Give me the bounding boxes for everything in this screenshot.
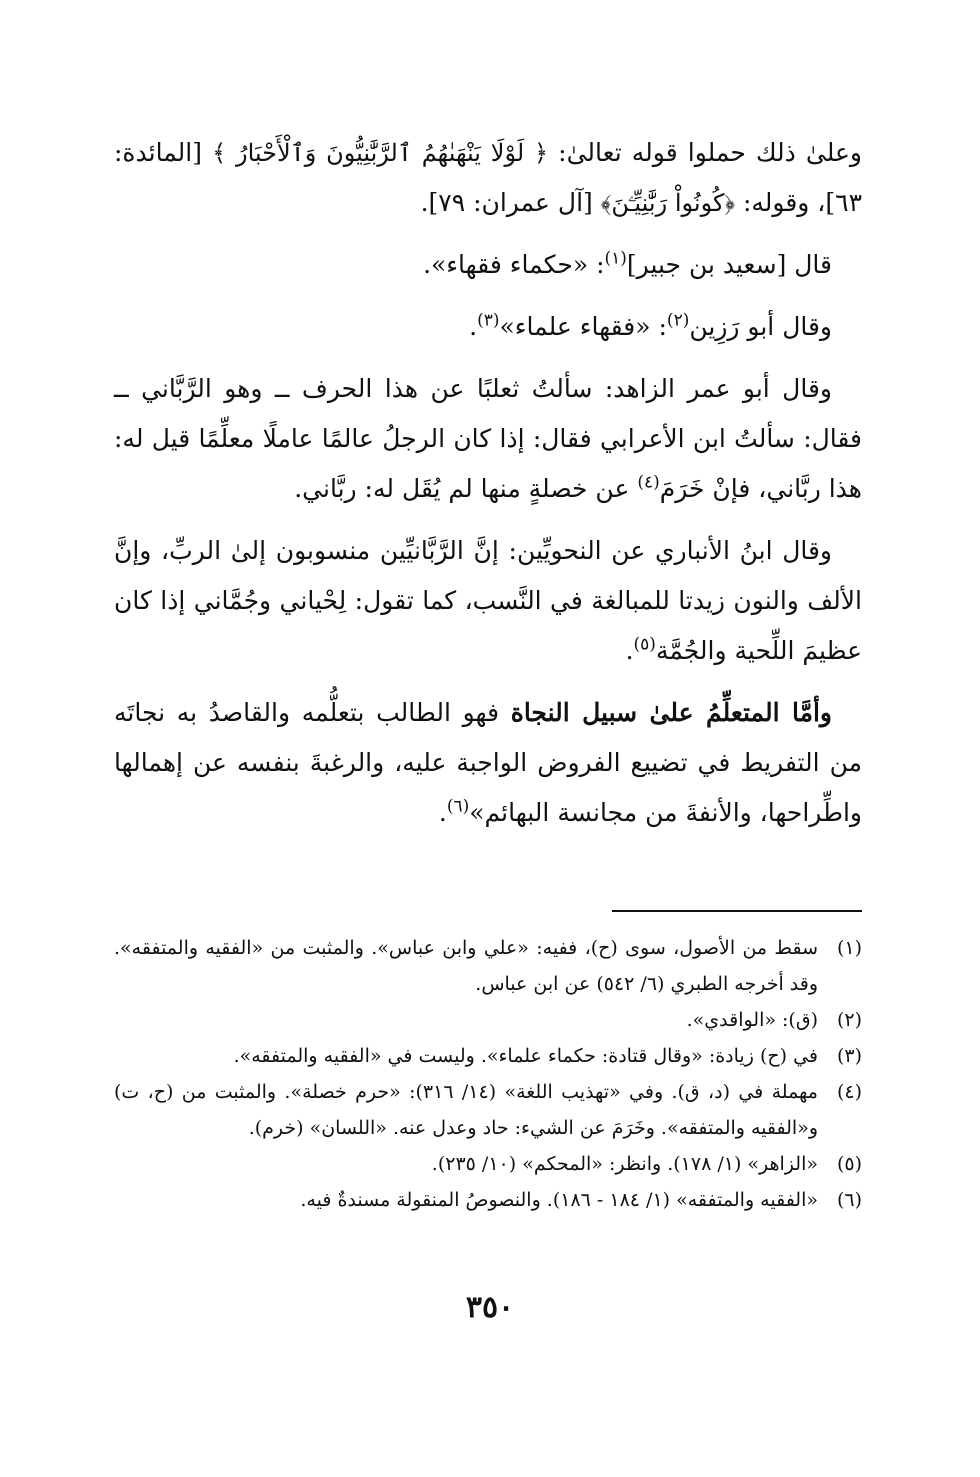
paragraph-5 (114, 526, 862, 676)
footnote-5 (114, 1146, 862, 1182)
paragraph-2 (114, 240, 862, 290)
footnote-2 (114, 1002, 862, 1038)
footnote-text: «الفقيه والمتفقه» (١/ ١٨٤ - ١٨٦). والنصوصُ المنقولة مسندةٌ فيه. (300, 1189, 818, 1211)
footnote-ref-4[interactable]: (٤) (637, 472, 660, 493)
p3-text-c: . (469, 312, 478, 341)
p5-text-a: وقال ابنُ الأنباري عن النحويِّين: إنَّ الرَّبَّانيِّين منسوبون إلىٰ الربِّ، وإنَّ الألف والنون زيدتا للمبالغة في النَّسب، كما تقول: لِحْياني وجُمَّاني إذا كان عظيمَ اللِّحية والجُمَّة (114, 536, 862, 665)
main-text (114, 128, 862, 850)
p2-text-a: قال [سعيد بن جبير] (626, 250, 832, 279)
footnote-number: (٣) (836, 1045, 862, 1067)
footnote-ref-6[interactable]: (٦) (446, 796, 470, 817)
footnote-text: سقط من الأصول، سوى (ح)، ففيه: «علي وابن عباس». والمثبت من «الفقيه والمتفقه». وقد أخرجه الطبري (٦/ ٥٤٢) عن ابن عباس. (114, 937, 818, 995)
p4-text-b: عن خصلةٍ منها لم يُقَل له: ربَّاني. (294, 474, 638, 503)
p1-text-c: [آل عمران: ٧٩]. (420, 188, 601, 217)
footnote-3 (114, 1038, 862, 1074)
p6-text-b: . (438, 798, 447, 827)
page-number: ٣٥٠ (465, 1290, 515, 1325)
footnotes (114, 930, 862, 1218)
p3-text-a: وقال أبو رَزِين (689, 312, 832, 341)
footnote-ref-5[interactable]: (٥) (633, 634, 656, 655)
p3-text-b: : «فقهاء علماء» (499, 312, 667, 341)
footnote-number: (٥) (836, 1153, 862, 1175)
footnote-6 (114, 1182, 862, 1218)
quran-verse-maida: ﴿ لَوْلَا يَنْهَىٰهُمُ ٱلرَّبَّٰنِيُّونَ وَٱلْأَحْبَارُ ﴾ (212, 139, 549, 167)
footnote-ref-2[interactable]: (٢) (666, 310, 690, 331)
p1-text-b: [المائدة: ٦٣]، وقوله: (114, 138, 862, 217)
paragraph-6 (114, 688, 862, 838)
footnote-number: (١) (836, 937, 862, 959)
footnote-number: (٢) (836, 1009, 862, 1031)
p5-text-b: . (625, 636, 634, 665)
quran-verse-imran: ﴿كُونُواْ رَبَّٰنِيِّـۧنَ﴾ (600, 189, 736, 217)
footnote-number: (٤) (836, 1081, 862, 1103)
footnote-divider (612, 910, 862, 912)
footnote-ref-3[interactable]: (٣) (477, 310, 500, 331)
paragraph-3 (114, 302, 862, 352)
paragraph-4 (114, 364, 862, 514)
footnote-text: مهملة في (د، ق). وفي «تهذيب اللغة» (١٤/ ٣١٦): «حرم خصلة». والمثبت من (ح، ت) و«الفقيه والمتفقه». وخَرَمَ عن الشيء: حاد وعدل عنه. «اللسان» (خرم). (114, 1081, 818, 1139)
footnote-number: (٦) (836, 1189, 862, 1211)
p6-bold-lead: وأمَّا المتعلِّمُ علىٰ سبيل النجاة (510, 698, 832, 727)
paragraph-1 (114, 128, 862, 228)
footnote-text: (ق): «الواقدي». (686, 1009, 818, 1031)
p1-text-a: وعلىٰ ذلك حملوا قوله تعالىٰ: (548, 138, 862, 167)
footnote-text: «الزاهر» (١/ ١٧٨). وانظر: «المحكم» (١٠/ ٢٣٥). (431, 1153, 818, 1175)
footnote-text: في (ح) زيادة: «وقال قتادة: حكماء علماء». وليست في «الفقيه والمتفقه». (233, 1045, 818, 1067)
footnote-ref-1[interactable]: (١) (604, 248, 627, 269)
footnote-4 (114, 1074, 862, 1146)
p2-text-b: : «حكماء فقهاء». (423, 250, 605, 279)
p4-text-a: وقال أبو عمر الزاهد: سألتُ ثعلبًا عن هذا الحرف ــ وهو الرَّبَّاني ــ فقال: سألتُ ابن الأعرابي فقال: إذا كان الرجلُ عالمًا عاملًا معلِّمًا قيل له: هذا ربَّاني، فإنْ خَرَمَ (114, 374, 862, 503)
p6-text-a: فهو الطالب بتعلُّمه والقاصدُ به نجاتَه من التفريط في تضييع الفروض الواجبة عليه، والرغبةَ بنفسه عن إهمالها واطِّراحها، والأنفةَ من مجانسة البهائم» (114, 698, 862, 827)
footnote-1 (114, 930, 862, 1002)
